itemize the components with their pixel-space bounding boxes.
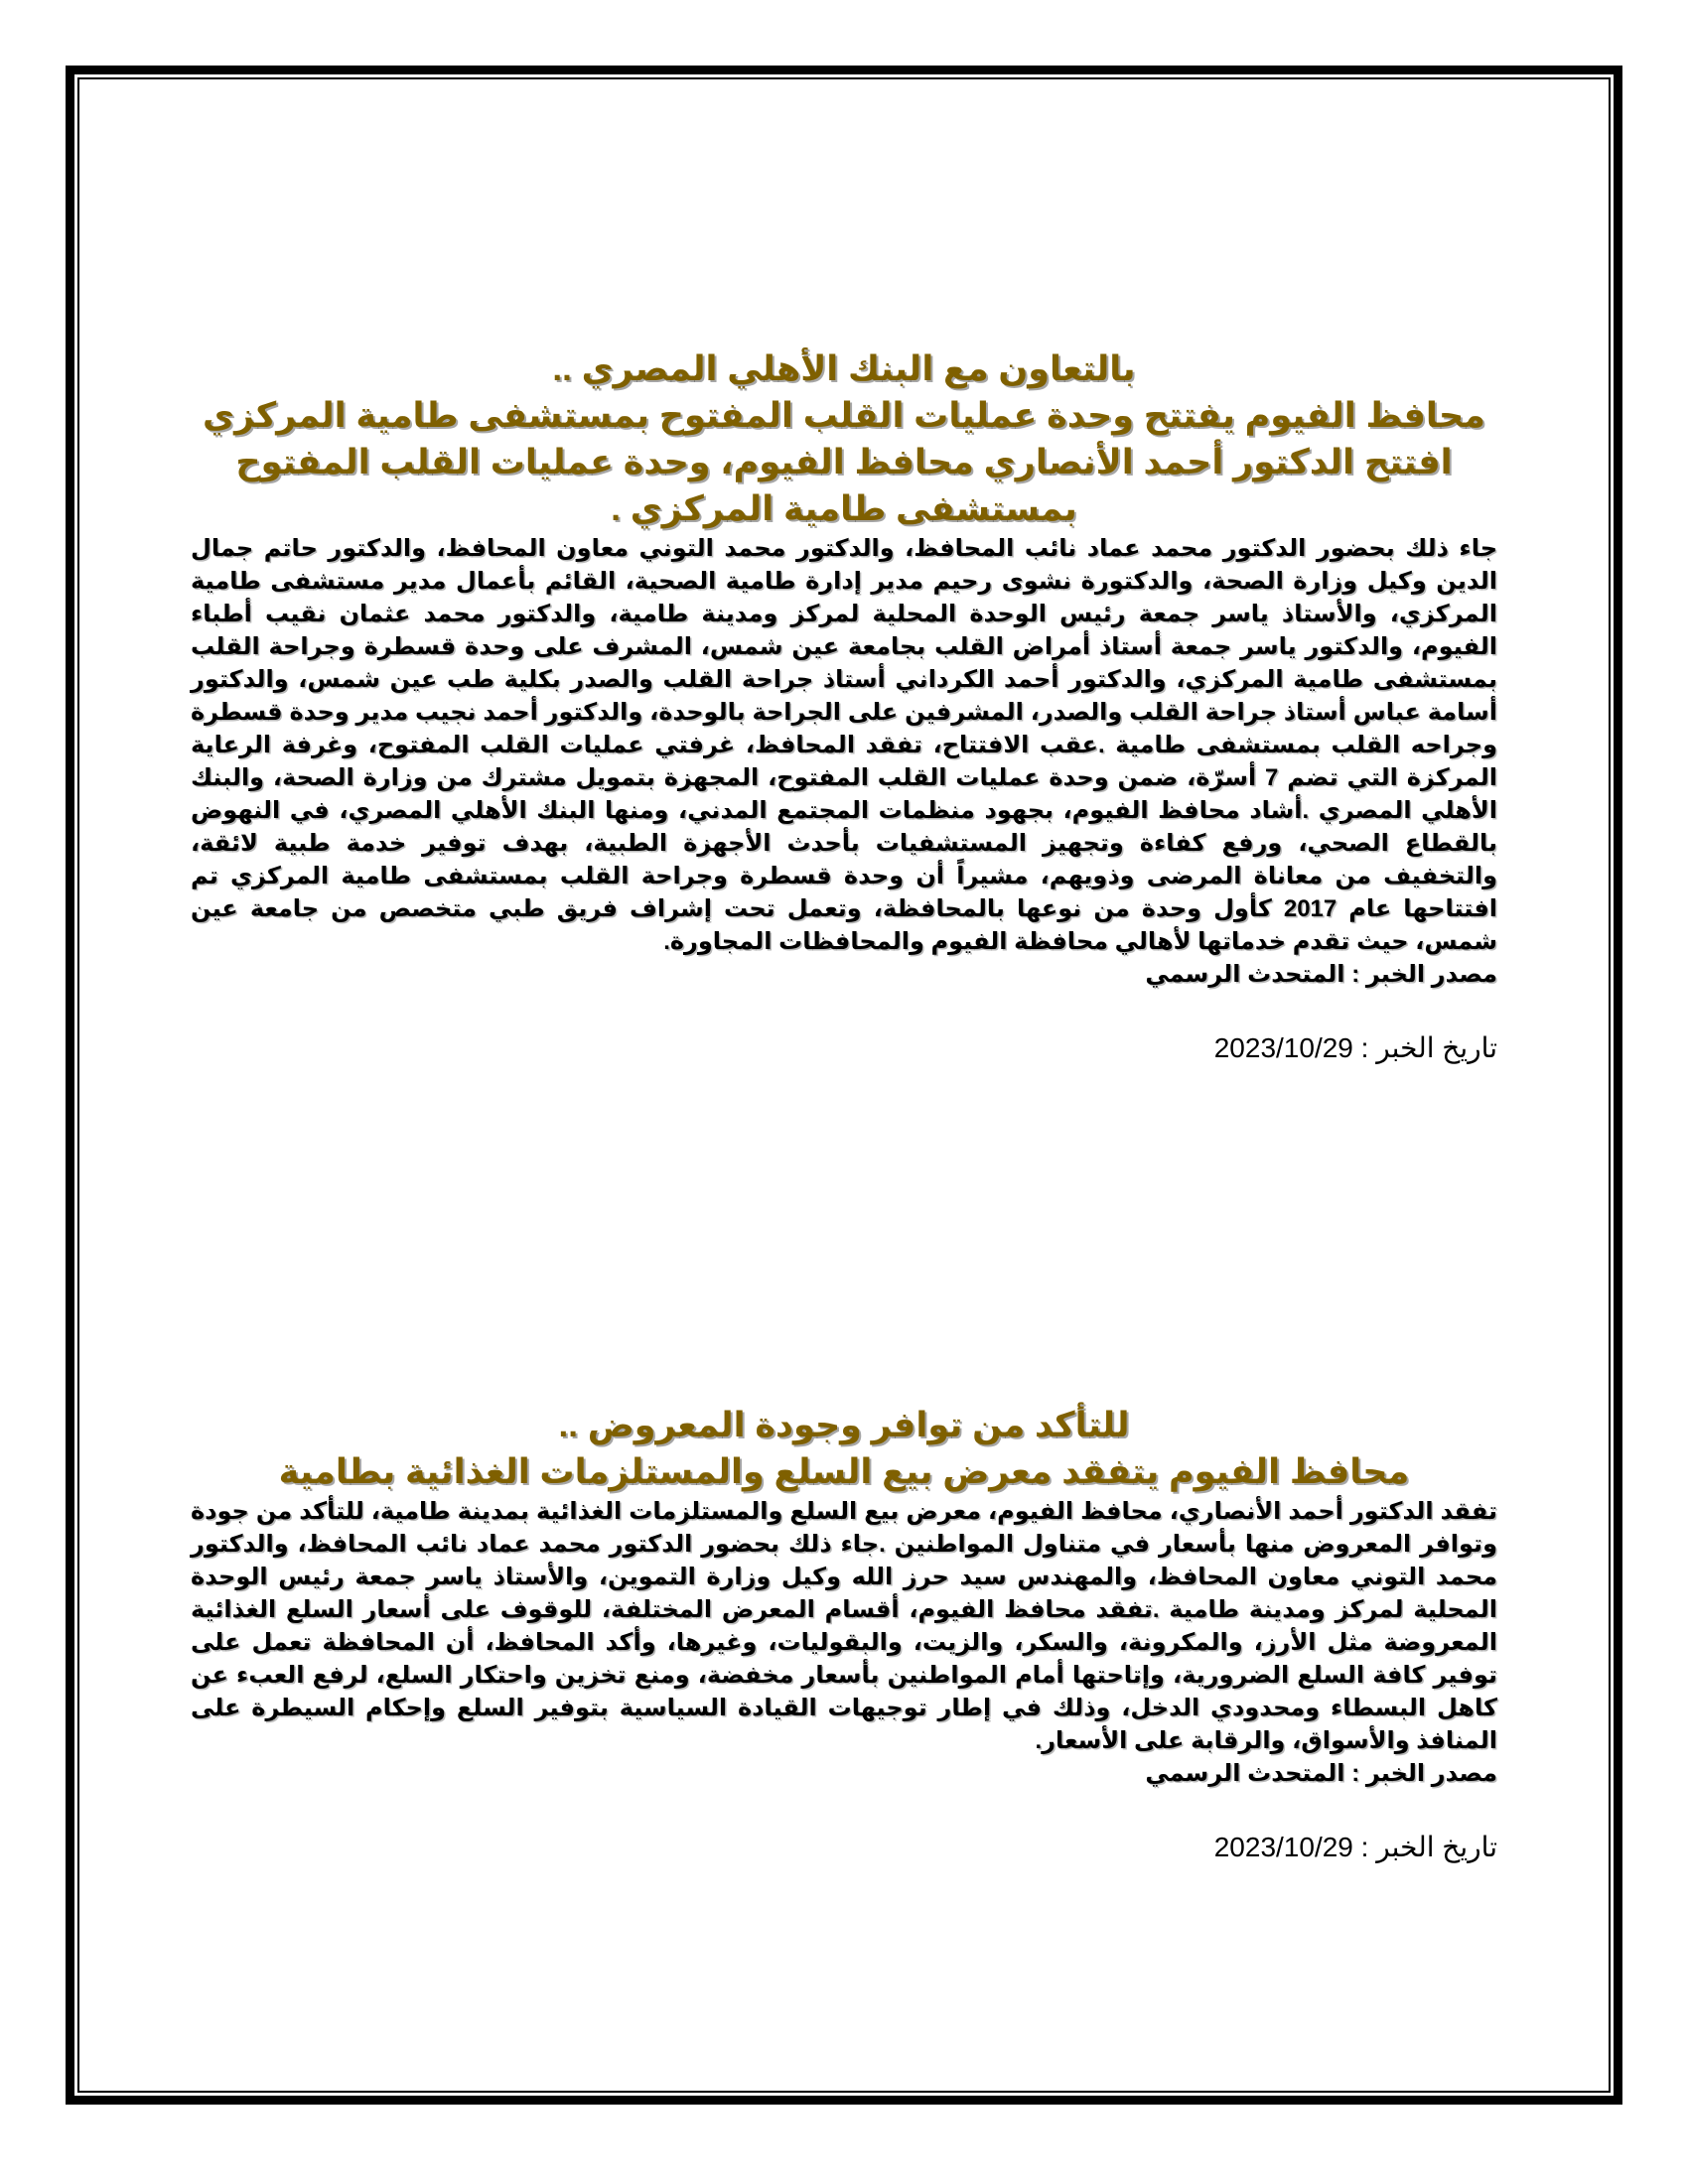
news-date bbox=[191, 1830, 1497, 1865]
news-source bbox=[191, 1757, 1497, 1790]
source-value: المتحدث الرسمي bbox=[1145, 1760, 1345, 1787]
source-value: المتحدث الرسمي bbox=[1145, 961, 1345, 988]
headline-line: للتأكد من توافر وجودة المعروض .. bbox=[558, 1406, 1130, 1444]
news-source bbox=[191, 958, 1497, 991]
date-label: تاريخ الخبر bbox=[1376, 1032, 1497, 1063]
headline-line: بمستشفى طامية المركزي . bbox=[611, 489, 1077, 528]
date-separator: : bbox=[1352, 1032, 1369, 1063]
spacer bbox=[191, 991, 1497, 1030]
headline-line: افتتح الدكتور أحمد الأنصاري محافظ الفيوم، وحدة عمليات القلب المفتوح bbox=[235, 443, 1453, 481]
article-headline bbox=[191, 1402, 1497, 1495]
news-date bbox=[191, 1030, 1497, 1066]
source-separator: : bbox=[1344, 961, 1360, 988]
headline-line: بالتعاون مع البنك الأهلي المصري .. bbox=[552, 349, 1136, 388]
source-label: مصدر الخبر bbox=[1365, 1760, 1497, 1787]
source-label: مصدر الخبر bbox=[1365, 961, 1497, 988]
date-separator: : bbox=[1352, 1832, 1369, 1862]
article-headline bbox=[191, 345, 1497, 532]
headline-line: محافظ الفيوم يتفقد معرض بيع السلع والمستلزمات الغذائية بطامية bbox=[278, 1452, 1410, 1491]
date-value: 2023/10/29 bbox=[1213, 1032, 1353, 1063]
source-separator: : bbox=[1344, 1760, 1360, 1787]
headline-line: محافظ الفيوم يفتتح وحدة عمليات القلب المفتوح بمستشفى طامية المركزي bbox=[203, 396, 1485, 435]
article-body: جاء ذلك بحضور الدكتور محمد عماد نائب المحافظ، والدكتور محمد التوني معاون المحافظ، والدكتور حاتم جمال الدين وكيل وزارة الصحة، والدكتورة نشوى رحيم مدير إدارة طامية الصحية، القائم بأعمال مدير مستشفى طامية المركزي، والأستاذ ياسر جمعة رئيس الوحدة المحلية لمركز ومدينة طامية، والدكتور محمد عثمان نقيب أطباء الفيوم، والدكتور ياسر جمعة أستاذ أمراض القلب بجامعة عين شمس، المشرف على وحدة قسطرة وجراحة القلب بمستشفى طامية المركزي، والدكتور أحمد الكرداني أستاذ جراحة القلب والصدر بكلية طب عين شمس، والدكتور أسامة عباس أستاذ جراحة القلب والصدر، المشرفين على الجراحة بالوحدة، والدكتور أحمد نجيب مدير وحدة قسطرة وجراحه القلب بمستشفى طامية .عقب الافتتاح، تفقد المحافظ، غرفتي عمليات القلب المفتوح، وغرفة الرعاية المركزة التي تضم 7 أسرّة، ضمن وحدة عمليات القلب المفتوح، المجهزة بتمويل مشترك من وزارة الصحة، والبنك الأهلي المصري .أشاد محافظ الفيوم، بجهود منظمات المجتمع المدني، ومنها البنك الأهلي المصري، في النهوض بالقطاع الصحي، ورفع كفاءة وتجهيز المستشفيات بأحدث الأجهزة الطبية، بهدف توفير خدمة طبية لائقة، والتخفيف من معاناة المرضى وذويهم، مشيراً أن وحدة قسطرة وجراحة القلب بمستشفى طامية المركزي تم افتتاحها عام 2017 كأول وحدة من نوعها بالمحافظة، وتعمل تحت إشراف فريق طبي متخصص من جامعة عين شمس، حيث تقدم خدماتها لأهالي محافظة الفيوم والمحافظات المجاورة. bbox=[191, 535, 1498, 955]
spacer bbox=[191, 1790, 1497, 1830]
news-article bbox=[191, 1402, 1497, 1865]
news-article bbox=[191, 345, 1497, 1066]
article-body: تفقد الدكتور أحمد الأنصاري، محافظ الفيوم، معرض بيع السلع والمستلزمات الغذائية بمدينة طامية، للتأكد من جودة وتوافر المعروض منها بأسعار في متناول المواطنين .جاء ذلك بحضور الدكتور محمد عماد نائب المحافظ، والدكتور محمد التوني معاون المحافظ، والمهندس سيد حرز الله وكيل وزارة التموين، والأستاذ ياسر جمعة رئيس الوحدة المحلية لمركز ومدينة طامية .تفقد محافظ الفيوم، أقسام المعرض المختلفة، للوقوف على أسعار السلع الغذائية المعروضة مثل الأرز، والمكرونة، والسكر، والزيت، والبقوليات، وغيرها، وأكد المحافظ، أن المحافظة تعمل على توفير كافة السلع الضرورية، وإتاحتها أمام المواطنين بأسعار مخفضة، ومنع تخزين واحتكار السلع، لرفع العبء عن كاهل البسطاء ومحدودي الدخل، وذلك في إطار توجيهات القيادة السياسية بتوفير السلع وإحكام السيطرة على المنافذ والأسواق، والرقابة على الأسعار. bbox=[191, 1498, 1497, 1754]
date-value: 2023/10/29 bbox=[1213, 1832, 1353, 1862]
date-label: تاريخ الخبر bbox=[1376, 1832, 1497, 1862]
